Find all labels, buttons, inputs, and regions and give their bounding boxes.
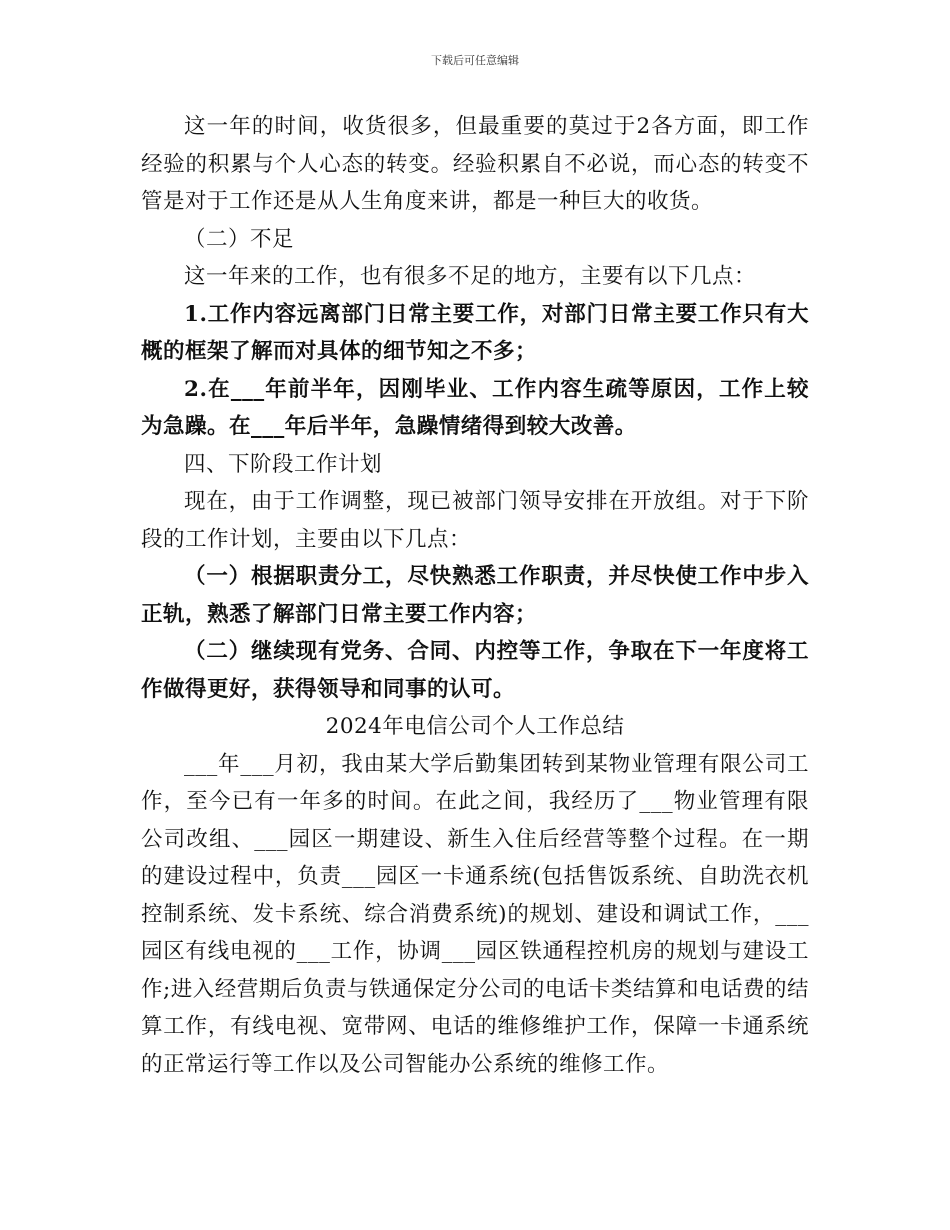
- section-heading-next-plan: 四、下阶段工作计划: [184, 451, 383, 477]
- paragraph-summary: ___年___月初，我由某大学后勤集团转到某物业管理有限公司工作，至今已有一年多的时间。在此之间，我经历了___物业管理有限公司改组、___园区一期建设、新生入住后经营等整个过程。在一期的建设过程中，负责___园区一卡通系统(包括售饭系统、自助洗衣机控制系统、发卡系统、综合消费系统)的规划、建设和调试工作，___园区有线电视的___工作，协调___园区铁通程控机房的规划与建设工作;进入经营期后负责与铁通保定分公司的电话卡类结算和电话费的结算工作，有线电视、宽带网、电话的维修维护工作，保障一卡通系统的正常运行等工作以及公司智能办公系统的维修工作。: [141, 751, 809, 1077]
- document-body: [141, 108, 809, 1083]
- list-item-shortcoming-1: 1.工作内容远离部门日常主要工作，对部门日常主要工作只有大概的框架了解而对具体的细节知之不多；: [141, 301, 809, 364]
- page-header: 下载后可任意编辑: [431, 54, 519, 67]
- list-item-shortcoming-2: 2.在___年前半年，因刚毕业、工作内容生疏等原因，工作上较为急躁。在___年后半年，急躁情绪得到较大改善。: [141, 376, 809, 439]
- list-item-plan-2: （二）继续现有党务、合同、内控等工作，争取在下一年度将工作做得更好，获得领导和同事的认可。: [141, 639, 809, 702]
- document-title: 2024年电信公司个人工作总结: [325, 714, 625, 739]
- section-heading-shortcomings: （二）不足: [184, 226, 295, 252]
- paragraph-shortcomings-intro: 这一年来的工作，也有很多不足的地方，主要有以下几点：: [184, 264, 757, 289]
- list-item-plan-1: （一）根据职责分工，尽快熟悉工作职责，并尽快使工作中步入正轨，熟悉了解部门日常主要工作内容；: [141, 564, 809, 627]
- paragraph-harvest: 这一年的时间，收货很多，但最重要的莫过于2各方面，即工作经验的积累与个人心态的转变。经验积累自不必说，而心态的转变不管是对于工作还是从人生角度来讲，都是一种巨大的收货。: [141, 114, 809, 214]
- paragraph-plan-intro: 现在，由于工作调整，现已被部门领导安排在开放组。对于下阶段的工作计划，主要由以下几点：: [141, 489, 809, 552]
